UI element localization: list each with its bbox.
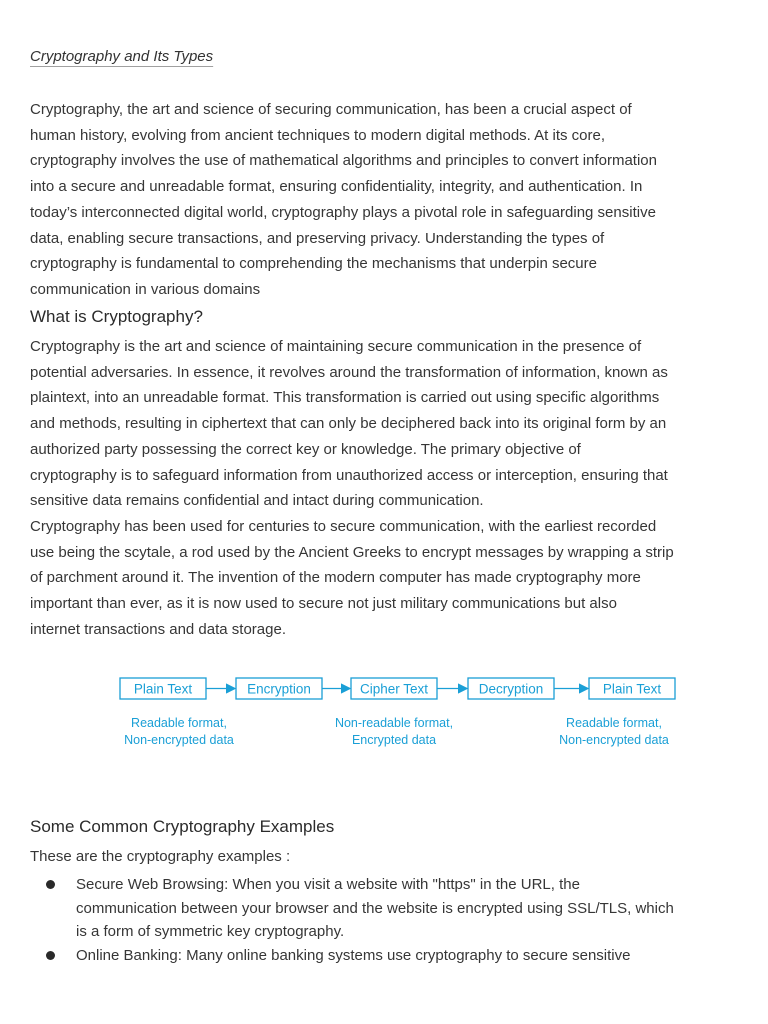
text-line: authorized party possessing the correct key or knowledge. The primary objective of xyxy=(30,440,581,458)
text-line: is a form of symmetric key cryptography. xyxy=(76,923,345,940)
section-heading-examples: Some Common Cryptography Examples xyxy=(30,817,335,836)
flow-caption: Non-encrypted data xyxy=(124,733,234,747)
text-line: today’s interconnected digital world, cryptography plays a pivotal role in safeguarding sensitive xyxy=(30,203,656,221)
text-line: cryptography is to safeguard information from unauthorized access or interception, ensuring that xyxy=(30,466,668,484)
text-line: human history, evolving from ancient techniques to modern digital methods. At its core, xyxy=(30,126,606,144)
encryption-flow-diagram xyxy=(112,672,686,754)
section-heading-what-is: What is Cryptography? xyxy=(30,307,203,326)
text-line: Cryptography, the art and science of securing communication, has been a crucial aspect of xyxy=(30,101,632,118)
document-title: Cryptography and Its Types xyxy=(30,48,214,65)
flow-caption: Non-encrypted data xyxy=(559,733,669,747)
examples-list xyxy=(30,873,750,967)
list-item xyxy=(30,873,750,944)
flow-box-label: Cipher Text xyxy=(359,681,429,697)
section1-paragraph-2 xyxy=(30,514,740,643)
text-line: important than ever, as it is now used to secure not just military communications but also xyxy=(30,595,617,613)
bullet-icon xyxy=(46,880,55,889)
bullet-icon xyxy=(46,951,55,960)
flow-caption: Non-readable format, xyxy=(334,716,454,730)
text-line: data, enabling secure transactions, and preserving privacy. Understanding the types of xyxy=(30,229,605,247)
text-line: and methods, resulting in ciphertext that can only be deciphered back into its original form by an xyxy=(30,415,667,433)
flow-box-label: Plain Text xyxy=(133,681,193,697)
text-line: communication between your browser and the website is encrypted using SSL/TLS, which xyxy=(76,899,674,917)
text-line: use being the scytale, a rod used by the Ancient Greeks to encrypt messages by wrapping a strip xyxy=(30,543,674,561)
flow-caption: Readable format, xyxy=(131,716,227,730)
text-line: into a secure and unreadable format, ensuring confidentiality, integrity, and authentication. In xyxy=(30,178,643,196)
intro-paragraph xyxy=(30,97,740,303)
text-line: plaintext, into an unreadable format. This transformation is carried out using specific algorithms xyxy=(30,389,660,407)
text-line: Cryptography is the art and science of maintaining secure communication in the presence of xyxy=(30,338,642,355)
text-line: Cryptography has been used for centuries to secure communication, with the earliest recorded xyxy=(30,518,657,535)
examples-intro: These are the cryptography examples : xyxy=(30,848,291,865)
text-line: communication in various domains xyxy=(30,280,261,298)
section1-paragraph-1 xyxy=(30,334,740,514)
text-line: internet transactions and data storage. xyxy=(30,620,286,638)
text-line: Secure Web Browsing: When you visit a website with "https" in the URL, the xyxy=(76,876,580,893)
flow-caption: Encrypted data xyxy=(351,733,437,747)
text-line: Online Banking: Many online banking systems use cryptography to secure sensitive xyxy=(76,946,631,964)
text-line: cryptography involves the use of mathematical algorithms and principles to convert information xyxy=(30,152,657,170)
flow-caption: Readable format, xyxy=(566,716,662,730)
flow-box-label: Encryption xyxy=(247,681,311,697)
list-item xyxy=(30,944,750,968)
text-line: sensitive data remains confidential and intact during communication. xyxy=(30,492,484,510)
text-line: potential adversaries. In essence, it revolves around the transformation of information, known as xyxy=(30,363,668,381)
flow-box-label: Decryption xyxy=(478,681,544,697)
text-line: of parchment around it. The invention of the modern computer has made cryptography more xyxy=(30,569,641,587)
flow-box-label: Plain Text xyxy=(602,681,662,697)
text-line: cryptography is fundamental to comprehending the mechanisms that underpin secure xyxy=(30,255,597,273)
